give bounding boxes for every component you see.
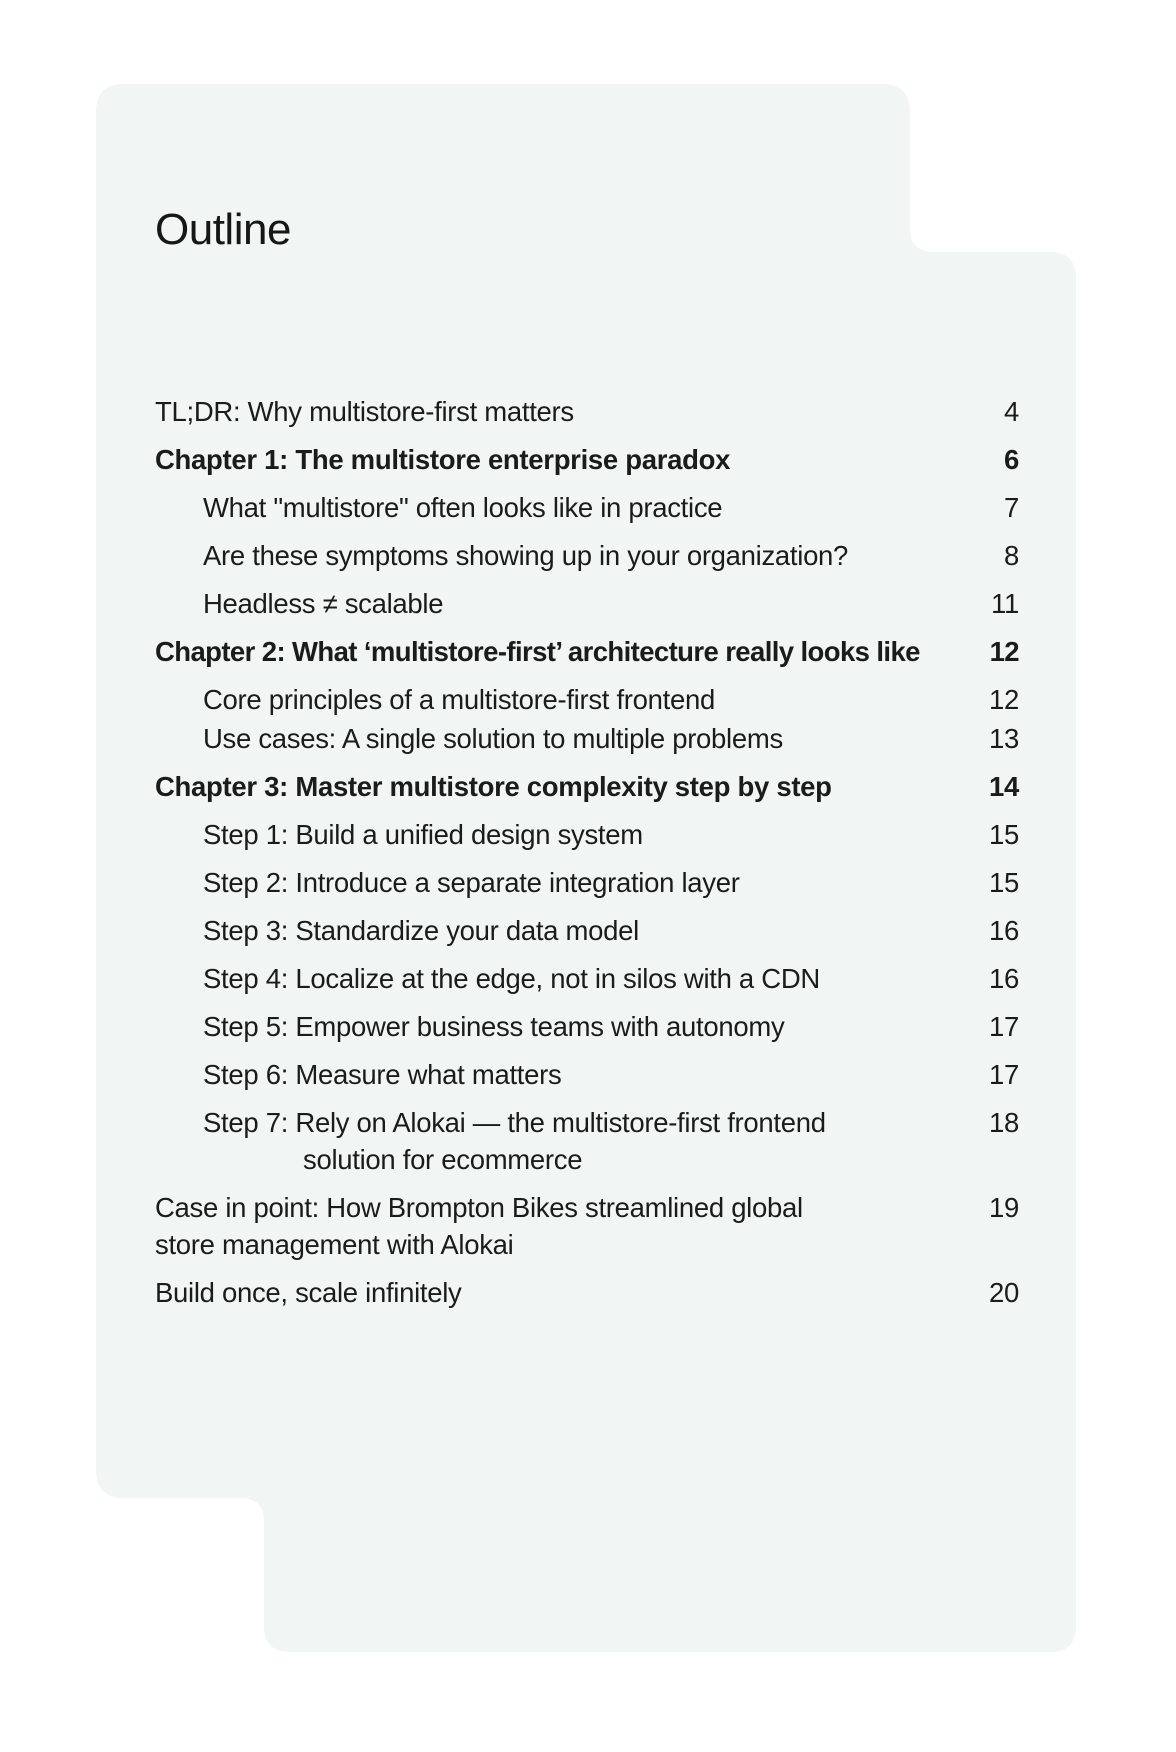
toc-entry-label: Chapter 3: Master multistore complexity step by step xyxy=(155,771,832,802)
toc-entry-step-7[interactable] xyxy=(155,1104,1019,1178)
toc-entry-page: 17 xyxy=(989,1011,1019,1042)
toc-entry-page: 12 xyxy=(989,636,1019,667)
toc-entry-label-line-2: solution for ecommerce xyxy=(303,1144,583,1175)
toc-entry-page: 15 xyxy=(989,867,1019,898)
toc-entry-label: Chapter 1: The multistore enterprise paradox xyxy=(155,444,731,475)
toc-entry-label: Chapter 2: What ‘multistore-first’ architecture really looks like xyxy=(155,636,920,667)
toc-entry-label: Case in point: How Brompton Bikes streamlined global store management with Alokai xyxy=(155,1192,803,1260)
toc-entry-page: 8 xyxy=(1004,540,1019,571)
toc-entry-label-line-1: Step 7: Rely on Alokai — the multistore-first frontend xyxy=(203,1107,826,1138)
toc-entry-step-3[interactable] xyxy=(155,912,1019,949)
toc-entry-page: 19 xyxy=(989,1192,1019,1223)
toc-entry-page: 7 xyxy=(1004,492,1019,523)
toc-entry-label: Core principles of a multistore-first frontend xyxy=(203,684,715,715)
toc-entry-label: Build once, scale infinitely xyxy=(155,1277,462,1308)
toc-entry-label: Step 2: Introduce a separate integration layer xyxy=(203,867,740,898)
toc-entry-page: 13 xyxy=(989,723,1019,754)
toc-entry-headless[interactable] xyxy=(155,585,1019,622)
toc-entry-page: 20 xyxy=(989,1277,1019,1308)
toc-entry-page: 16 xyxy=(989,915,1019,946)
toc-entry-step-1[interactable] xyxy=(155,816,1019,853)
toc-entry-page: 16 xyxy=(989,963,1019,994)
toc-entry-page: 4 xyxy=(1004,396,1019,427)
toc-entry-chapter-1[interactable] xyxy=(155,441,1019,478)
toc-entry-page: 6 xyxy=(1004,444,1019,475)
toc-entry-label: What "multistore" often looks like in practice xyxy=(203,492,723,523)
toc-entry-step-6[interactable] xyxy=(155,1056,1019,1093)
toc-entry-step-2[interactable] xyxy=(155,864,1019,901)
toc-entry-use-cases[interactable] xyxy=(155,720,1019,757)
toc-entry-label: Step 1: Build a unified design system xyxy=(203,819,643,850)
page-title: Outline xyxy=(155,205,291,254)
toc-entry-page: 14 xyxy=(989,771,1019,802)
toc-entry-page: 15 xyxy=(989,819,1019,850)
toc-entry-label: Step 4: Localize at the edge, not in silos with a CDN xyxy=(203,963,820,994)
toc-entry-page: 11 xyxy=(991,588,1019,619)
toc-entry-step-4[interactable] xyxy=(155,960,1019,997)
toc-entry-label: Use cases: A single solution to multiple problems xyxy=(203,723,783,754)
toc-entry-multistore-in-practice[interactable] xyxy=(155,489,1019,526)
toc-entry-label: Step 3: Standardize your data model xyxy=(203,915,639,946)
toc-entry-label: Step 5: Empower business teams with autonomy xyxy=(203,1011,785,1042)
toc-entry-chapter-2[interactable] xyxy=(155,633,1019,670)
toc-entry-label: Are these symptoms showing up in your organization? xyxy=(203,540,849,571)
toc-entry-page: 12 xyxy=(989,684,1019,715)
toc-entry-symptoms[interactable] xyxy=(155,537,1019,574)
toc-entry-label: Headless ≠ scalable xyxy=(203,588,444,619)
toc-entry-step-5[interactable] xyxy=(155,1008,1019,1045)
toc-entry-core-principles[interactable] xyxy=(155,681,1019,718)
toc-entry-tldr[interactable] xyxy=(155,393,1019,430)
toc-entry-case-in-point[interactable] xyxy=(155,1189,1019,1263)
toc-entry-label: Step 6: Measure what matters xyxy=(203,1059,562,1090)
toc-entry-page: 18 xyxy=(989,1107,1019,1138)
toc-entry-page: 17 xyxy=(989,1059,1019,1090)
toc-entry-label: TL;DR: Why multistore-first matters xyxy=(155,396,574,427)
table-of-contents xyxy=(155,393,1019,1311)
toc-entry-chapter-3[interactable] xyxy=(155,768,1019,805)
toc-entry-label xyxy=(155,1104,826,1178)
toc-entry-build-once[interactable] xyxy=(155,1274,1019,1311)
